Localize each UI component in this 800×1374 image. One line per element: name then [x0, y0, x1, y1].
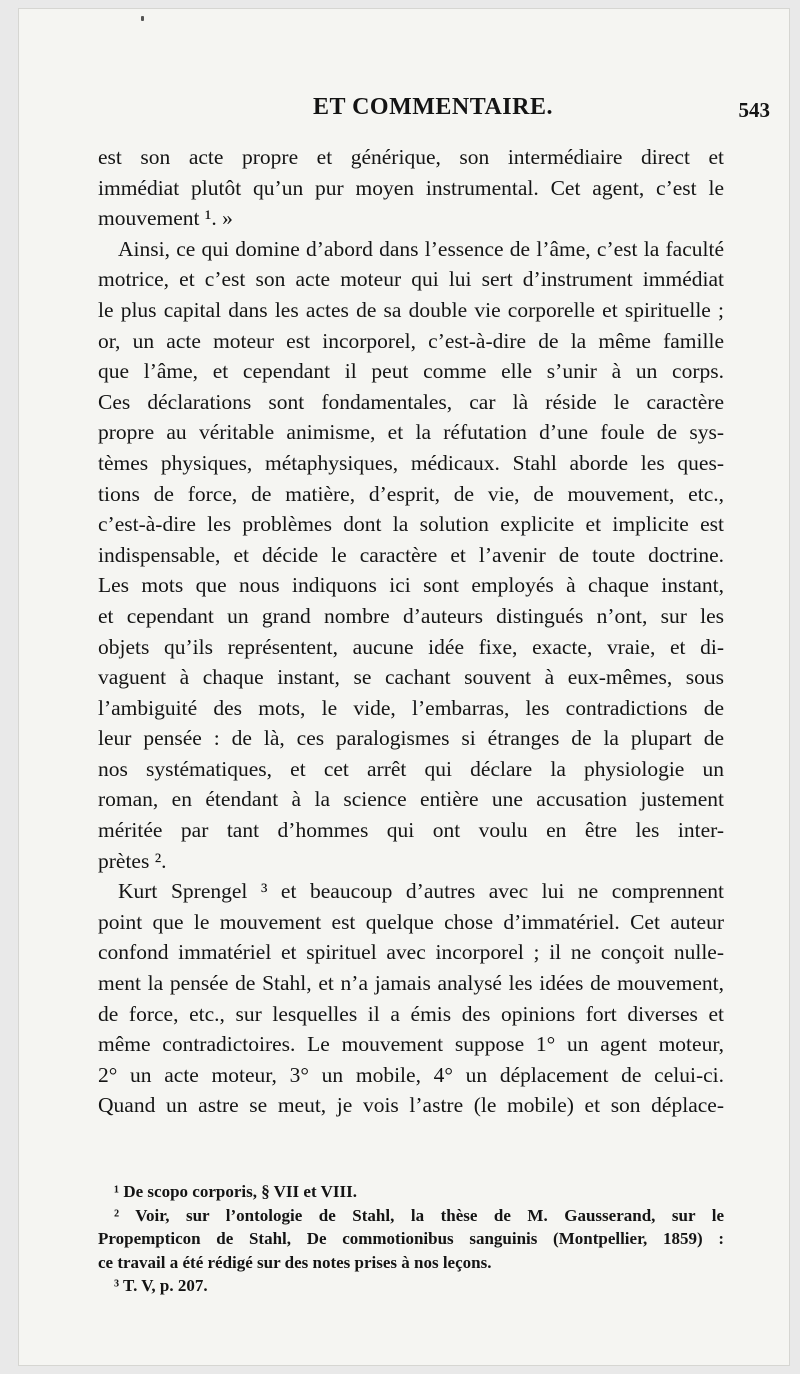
page-number: 543	[738, 98, 770, 122]
footnote-2-cont: Propempticon de Stahl, De commotionibus sanguinis (Montpellier, 1859) :	[98, 1229, 724, 1248]
text-line: tèmes physiques, métaphysiques, médicaux. Stahl aborde les ques-	[98, 450, 724, 475]
text-line: or, un acte moteur est incorporel, c’est-à-dire de la même famille	[98, 328, 724, 353]
footnote-1: ¹ De scopo corporis, § VII et VIII.	[114, 1182, 357, 1201]
text-line: Ces déclarations sont fondamentales, car là réside le caractère	[98, 389, 724, 414]
text-line: roman, en étendant à la science entière une accusation justement	[98, 787, 724, 812]
text-line: l’ambiguité des mots, le vide, l’embarras, les contradictions de	[98, 695, 724, 720]
footnote-2: ² Voir, sur l’ontologie de Stahl, la thèse de M. Gausserand, sur le	[114, 1205, 724, 1225]
text-line: de force, etc., sur lesquelles il a émis des opinions fort diverses et	[98, 1001, 724, 1026]
text-line: Les mots que nous indiquons ici sont employés à chaque instant,	[98, 573, 724, 598]
text-line: confond immatériel et spirituel avec incorporel ; il ne conçoit nulle-	[98, 940, 724, 965]
text-line: propre au véritable animisme, et la réfutation d’une foule de sys-	[98, 420, 724, 445]
text-line: méritée par tant d’hommes qui ont voulu en être les inter-	[98, 818, 724, 843]
text-line: le plus capital dans les actes de sa double vie corporelle et spirituelle ;	[98, 297, 724, 322]
text-line: est son acte propre et générique, son intermédiaire direct et	[98, 145, 724, 169]
text-line: objets qu’ils représentent, aucune idée fixe, exacte, vraie, et di-	[98, 634, 724, 659]
text-line: vaguent à chaque instant, se cachant souvent à eux-mêmes, sous	[98, 665, 724, 690]
text-line: c’est-à-dire les problèmes dont la solution explicite et implicite est	[98, 512, 724, 537]
text-line: Kurt Sprengel ³ et beaucoup d’autres avec lui ne comprennent	[118, 879, 724, 904]
text-line: mouvement ¹. »	[98, 206, 233, 231]
footnote-2-end: ce travail a été rédigé sur des notes prises à nos leçons.	[98, 1252, 492, 1272]
text-line: ment la pensée de Stahl, et n’a jamais analysé les idées de mouvement,	[98, 971, 724, 996]
footnotes	[98, 1180, 724, 1298]
text-line: tions de force, de matière, d’esprit, de vie, de mouvement, etc.,	[98, 481, 724, 506]
text-line: que l’âme, et cependant il peut comme elle s’unir à un corps.	[98, 359, 724, 384]
text-line: immédiat plutôt qu’un pur moyen instrumental. Cet agent, c’est le	[98, 175, 724, 200]
text-line: Quand un astre se meut, je vois l’astre (le mobile) et son déplace-	[98, 1093, 724, 1118]
footnote-3: ³ T. V, p. 207.	[114, 1276, 208, 1295]
text-line: même contradictoires. Le mouvement suppose 1° un agent moteur,	[98, 1032, 724, 1057]
text-line: indispensable, et décide le caractère et l’avenir de toute doctrine.	[98, 542, 724, 567]
body-text	[98, 142, 724, 1121]
text-line: motrice, et c’est son acte moteur qui lui sert d’instrument immédiat	[98, 267, 724, 292]
book-page	[18, 8, 790, 1366]
text-line: Ainsi, ce qui domine d’abord dans l’essence de l’âme, c’est la faculté	[118, 236, 724, 261]
ink-speck	[141, 16, 144, 21]
running-head: ET COMMENTAIRE.	[313, 94, 553, 120]
text-line: nos systématiques, et cet arrêt qui déclare la physiologie un	[98, 756, 724, 781]
text-line: prètes ².	[98, 848, 167, 873]
page-header	[96, 94, 770, 128]
text-line: 2° un acte moteur, 3° un mobile, 4° un déplacement de celui-ci.	[98, 1062, 724, 1087]
text-line: et cependant un grand nombre d’auteurs distingués n’ont, sur les	[98, 603, 724, 628]
text-line: leur pensée : de là, ces paralogismes si étranges de la plupart de	[98, 726, 724, 751]
text-line: point que le mouvement est quelque chose d’immatériel. Cet auteur	[98, 909, 724, 934]
